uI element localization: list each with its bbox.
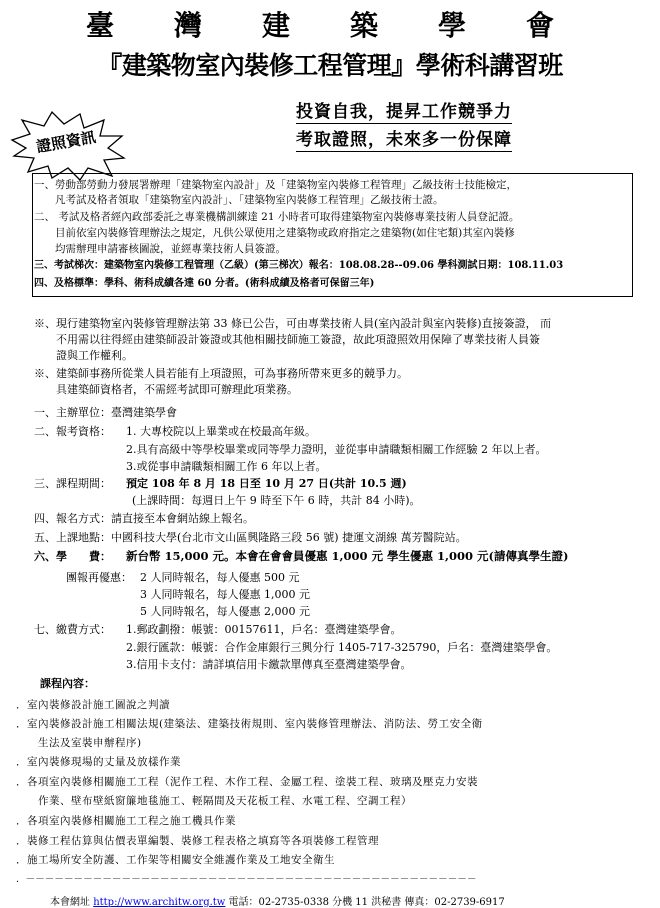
slogan-line-1: 投資自我，提昇工作競爭力: [296, 97, 512, 124]
group-discount-item: 5 人同時報名，每人優惠 2,000 元: [140, 605, 310, 618]
group-discount-item: 2 人同時報名，每人優惠 500 元: [140, 571, 300, 584]
fee-detail: 新台幣 15,000 元。本會在會會員優惠 1,000 元 學生優惠 1,000 元(請傳真學生證): [126, 549, 569, 563]
course-item: ．室內裝修設計施工圖說之判讀: [16, 699, 170, 711]
signup-method: 四、報名方式：請直接至本會網站線上報名。: [34, 512, 254, 525]
info-line: 目前依室內裝修管理辦法之規定，凡供公眾使用之建築物或政府指定之建築物(如住宅類)其室內裝修: [34, 227, 515, 239]
qualification-item: 3.或從事申請職類相關工作 6 年以上者。: [126, 460, 327, 473]
organization-name: 臺灣建築學會: [85, 9, 614, 42]
info-line: 均需辦理申請審核圖說，並經專業技術人員簽證。: [34, 243, 286, 255]
payment-label: 七、繳費方式：: [34, 623, 111, 636]
slogan-line-2: 考取證照，未來多一份保障: [296, 125, 512, 152]
website-label: 本會網址: [50, 897, 90, 908]
organizer: 一、主辦單位：臺灣建築學會: [34, 406, 177, 419]
course-item: ．各項室內裝修相關施工工程之施工機具作業: [16, 815, 236, 827]
course-heading: 課程內容：: [40, 677, 95, 690]
course-item: ．室內裝修現場的丈量及放樣作業: [16, 756, 181, 768]
payment-method: 1.郵政劃撥：帳號：00157611，戶名：臺灣建築學會。: [126, 623, 402, 636]
info-line: 二、 考試及格者經內政部委託之專業機構訓練達 21 小時者可取得建築物室內裝修專業技術人員登記證。: [34, 211, 520, 223]
course-item: 生法及室裝申辦程序): [16, 737, 142, 749]
note-line: 具建築師資格者，不需經考試即可辦理此項業務。: [34, 383, 298, 396]
payment-method: 2.銀行匯款：帳號：合作金庫銀行三興分行 1405-717-325790，戶名：臺灣建築學會。: [126, 641, 558, 654]
course-period: 預定 108 年 8 月 18 日至 10 月 27 日(共計 10.5 週): [126, 477, 407, 490]
info-line: 凡考試及格者領取「建築物室內設計」、「建築物室內裝修工程管理」乙級技術士證。: [34, 194, 444, 206]
qualification-item: 1. 大專校院以上畢業或在校最高年級。: [126, 425, 316, 438]
course-item: 作業、壁布壁紙窗簾地毯施工、輕隔間及天花板工程、水電工程、空調工程）: [16, 795, 412, 807]
divider-line: ．－－－－－－－－－－－－－－－－－－－－－－－－－－－－－－－－－－－－－－－－－－－－－－－: [16, 874, 477, 885]
badge-label: 證照資訊: [34, 127, 98, 157]
group-discount-item: 3 人同時報名，每人優惠 1,000 元: [140, 588, 310, 601]
note-line: ※、現行建築物室內裝修管理辦法第 33 條已公告，可由專業技術人員(室內設計與室內裝修)直接簽證， 而: [34, 317, 552, 330]
info-line: 三、考試梯次：建築物室內裝修工程管理（乙級）(第三梯次）報名：108.08.28--09.06 學科測試日期：108.11.03: [34, 260, 564, 271]
course-item: ．施工場所安全防護、工作架等相關安全維護作業及工地安全衛生: [16, 854, 335, 866]
contact-info: 電話：02-2735-0338 分機 11 洪秘書 傳真：02-2739-6917: [228, 897, 505, 908]
fee-label: 六、學 費：: [34, 550, 111, 563]
website-link[interactable]: http://www.architw.org.tw: [93, 897, 226, 908]
course-item: ．室內裝修設計施工相關法規(建築法、建築技術規則、室內裝修管理辦法、消防法、勞工安全衛: [16, 718, 483, 730]
course-period-detail: (上課時間：每週日上午 9 時至下午 6 時，共計 84 小時)。: [132, 494, 421, 507]
info-line: 四、及格標準：學科、術科成績各達 60 分者。(術科成績及格者可保留三年): [34, 278, 375, 289]
course-item: ．裝修工程估算與估價表單編製、裝修工程表格之填寫等各項裝修工程管理: [16, 835, 379, 847]
page-title: 『建築物室內裝修工程管理』學術科講習班: [97, 51, 563, 80]
note-line: 不用需以往得經由建築師設計簽證或其他相關技師施工簽證，故此項證照效用保障了專業技術人員簽: [34, 333, 540, 346]
note-line: 證與工作權利。: [34, 349, 133, 362]
qualification-item: 2.具有高級中等學校畢業或同等學力證明，並從事申請職類相關工作經驗 2 年以上者。: [126, 443, 547, 456]
info-line: 一、勞動部勞動力發展署辦理「建築物室內設計」及「建築物室內裝修工程管理」乙級技術士技能檢定，: [34, 179, 517, 191]
course-item: ．各項室內裝修相關施工工程（泥作工程、木作工程、金屬工程、塗裝工程、玻璃及壓克力安裝: [16, 776, 478, 788]
payment-method: 3.信用卡支付：請詳填信用卡繳款單傳真至臺灣建築學會。: [126, 658, 412, 671]
class-location: 五、上課地點：中國科技大學(台北市文山區興隆路三段 56 號) 捷運文湖線 萬芳醫院站。: [34, 531, 467, 544]
note-line: ※、建築師事務所從業人員若能有上項證照，可為事務所帶來更多的競爭力。: [34, 367, 408, 380]
group-discount-label: 團報再優惠：: [66, 571, 132, 584]
qualification-label: 二、報考資格：: [34, 425, 111, 438]
period-label: 三、課程期間：: [34, 477, 111, 490]
